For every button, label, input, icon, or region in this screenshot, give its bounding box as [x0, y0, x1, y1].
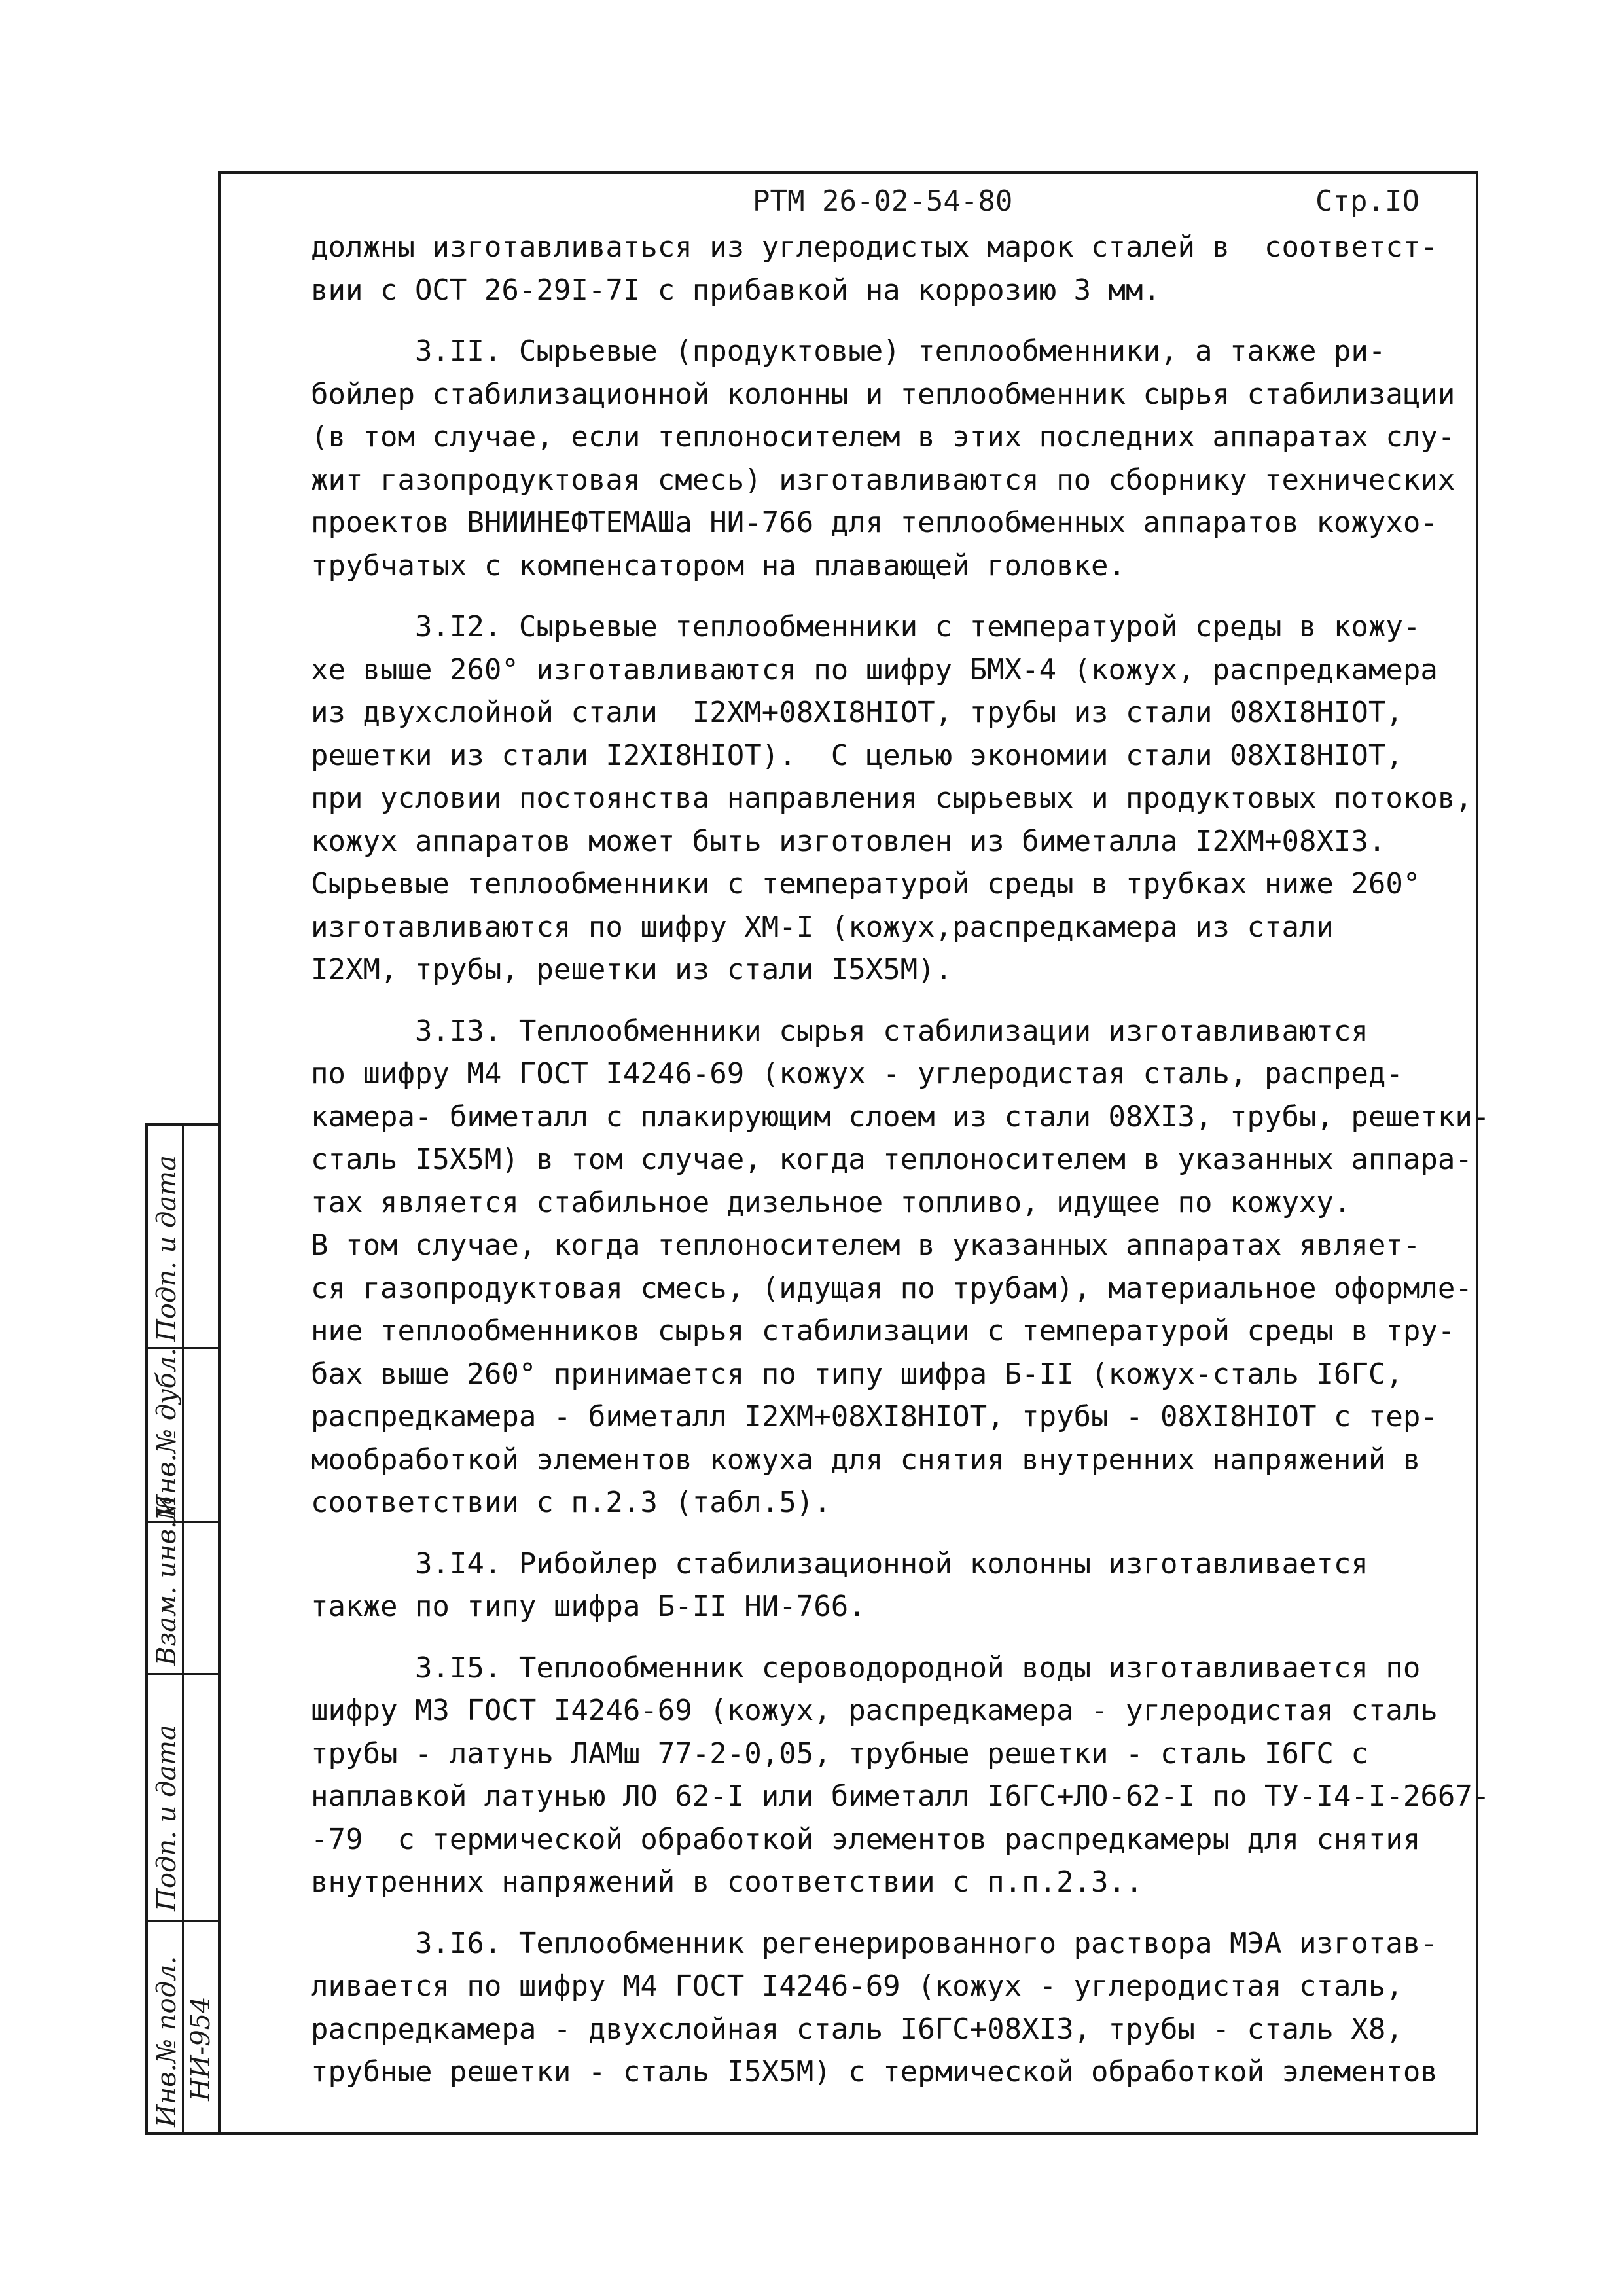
- text-line: соответствии с п.2.3 (табл.5).: [311, 1486, 831, 1519]
- stamp-label-replace-inv: Взам. инв.№: [152, 1496, 182, 1666]
- page-number: Стр.IO: [1315, 185, 1419, 218]
- paragraph: [311, 1922, 1502, 2094]
- paragraph: [311, 1543, 1502, 1628]
- text-line: шифру М3 ГОСТ I4246-69 (кожух, распредкамера - углеродистая сталь: [311, 1694, 1438, 1727]
- text-line: при условии постоянства направления сырьевых и продуктовых потоков,: [311, 781, 1472, 815]
- text-line: В том случае, когда теплоносителем в указанных аппаратах являет-: [311, 1229, 1421, 1262]
- document-code: РТМ 26-02-54-80: [753, 185, 1013, 218]
- text-line: 3.I4. Рибойлер стабилизационной колонны изготавливается: [311, 1547, 1368, 1581]
- text-line: мообработкой элементов кожуха для снятия внутренних напряжений в: [311, 1443, 1421, 1477]
- stamp-label-sign-date-2: Подп. и дата: [152, 1155, 182, 1342]
- stamp-label-inv-duplicate: Инв.№ дубл.: [152, 1348, 182, 1517]
- text-line: Сырьевые теплообменники с температурой среды в трубках ниже 260°: [311, 867, 1421, 901]
- text-line: кожух аппаратов может быть изготовлен из биметалла I2ХМ+08ХI3.: [311, 824, 1386, 858]
- text-line: сталь I5Х5М) в том случае, когда теплоносителем в указанных аппара-: [311, 1143, 1472, 1176]
- paragraph: [311, 1647, 1502, 1904]
- document-body: [311, 226, 1502, 2094]
- text-line: распредкамера - двухслойная сталь I6ГС+08ХI3, трубы - сталь Х8,: [311, 2012, 1403, 2046]
- stamp-label-sign-date-1: Подп. и дата: [152, 1725, 182, 1911]
- paragraph: [311, 605, 1502, 992]
- text-line: трубные решетки - сталь I5Х5М) с термической обработкой элементов: [311, 2055, 1438, 2089]
- text-line: I2ХМ, трубы, решетки из стали I5Х5М).: [311, 953, 953, 986]
- text-line: по шифру М4 ГОСТ I4246-69 (кожух - углеродистая сталь, распред-: [311, 1057, 1403, 1090]
- text-line: проектов ВНИИНЕФТЕМАШа НИ-766 для теплообменных аппаратов кожухо-: [311, 506, 1438, 539]
- text-line: 3.II. Сырьевые (продуктовые) теплообменники, а также ри-: [311, 334, 1386, 368]
- text-line: внутренних напряжений в соответствии с п.п.2.3..: [311, 1865, 1143, 1899]
- text-line: 3.I3. Теплообменники сырья стабилизации изготавливаются: [311, 1014, 1368, 1048]
- text-line: (в том случае, если теплоносителем в этих последних аппаратах слу-: [311, 420, 1455, 454]
- text-line: 3.I5. Теплообменник сероводородной воды изготавливается по: [311, 1651, 1421, 1685]
- text-line: также по типу шифра Б-II НИ-766.: [311, 1590, 866, 1623]
- text-line: должны изготавливаться из углеродистых марок сталей в соответст-: [311, 230, 1438, 264]
- text-line: вии с ОСТ 26-29I-7I с прибавкой на коррозию 3 мм.: [311, 273, 1161, 307]
- text-line: решетки из стали I2ХI8НIОТ). С целью экономии стали 08ХI8НIОТ,: [311, 738, 1403, 772]
- text-line: бах выше 260° принимается по типу шифра Б-II (кожух-сталь I6ГС,: [311, 1357, 1403, 1391]
- text-line: -79 с термической обработкой элементов распредкамеры для снятия: [311, 1822, 1421, 1856]
- text-line: 3.I2. Сырьевые теплообменники с температурой среды в кожу-: [311, 610, 1421, 643]
- stamp-label-inv-original: Инв.№ подл.: [152, 1956, 182, 2127]
- text-line: ние теплообменников сырья стабилизации с температурой среды в тру-: [311, 1314, 1455, 1348]
- paragraph: [311, 226, 1502, 312]
- text-line: трубы - латунь ЛАМш 77-2-0,05, трубные решетки - сталь I6ГС с: [311, 1736, 1368, 1770]
- paragraph: [311, 330, 1502, 587]
- paragraph: [311, 1010, 1502, 1524]
- text-line: трубчатых с компенсатором на плавающей головке.: [311, 548, 1126, 583]
- text-line: из двухслойной стали I2ХМ+08ХI8НIОТ, трубы из стали 08ХI8НIОТ,: [311, 696, 1403, 729]
- stamp-block: [145, 1123, 218, 2135]
- text-line: тах является стабильное дизельное топливо, идущее по кожуху.: [311, 1185, 1351, 1219]
- stamp-inv-number: НИ-954: [186, 1996, 216, 2101]
- text-line: бойлер стабилизационной колонны и теплообменник сырья стабилизации: [311, 377, 1455, 411]
- text-line: хе выше 260° изготавливаются по шифру БМХ-4 (кожух, распредкамера: [311, 653, 1438, 687]
- text-line: ливается по шифру М4 ГОСТ I4246-69 (кожух - углеродистая сталь,: [311, 1969, 1403, 2003]
- text-line: наплавкой латунью ЛО 62-I или биметалл I6ГС+ЛО-62-I по ТУ-I4-I-2667-: [311, 1780, 1490, 1813]
- text-line: жит газопродуктовая смесь) изготавливаются по сборнику технических: [311, 463, 1455, 497]
- text-line: камера- биметалл с плакирующим слоем из стали 08ХI3, трубы, решетки-: [311, 1100, 1490, 1134]
- text-line: 3.I6. Теплообменник регенерированного раствора МЭА изготав-: [311, 1926, 1438, 1960]
- text-line: изготавливаются по шифру ХМ-I (кожух,распредкамера из стали: [311, 910, 1334, 944]
- text-line: ся газопродуктовая смесь, (идущая по трубам), материальное оформле-: [311, 1271, 1472, 1305]
- text-line: распредкамера - биметалл I2ХМ+08ХI8НIОТ, трубы - 08ХI8НIОТ с тер-: [311, 1400, 1438, 1433]
